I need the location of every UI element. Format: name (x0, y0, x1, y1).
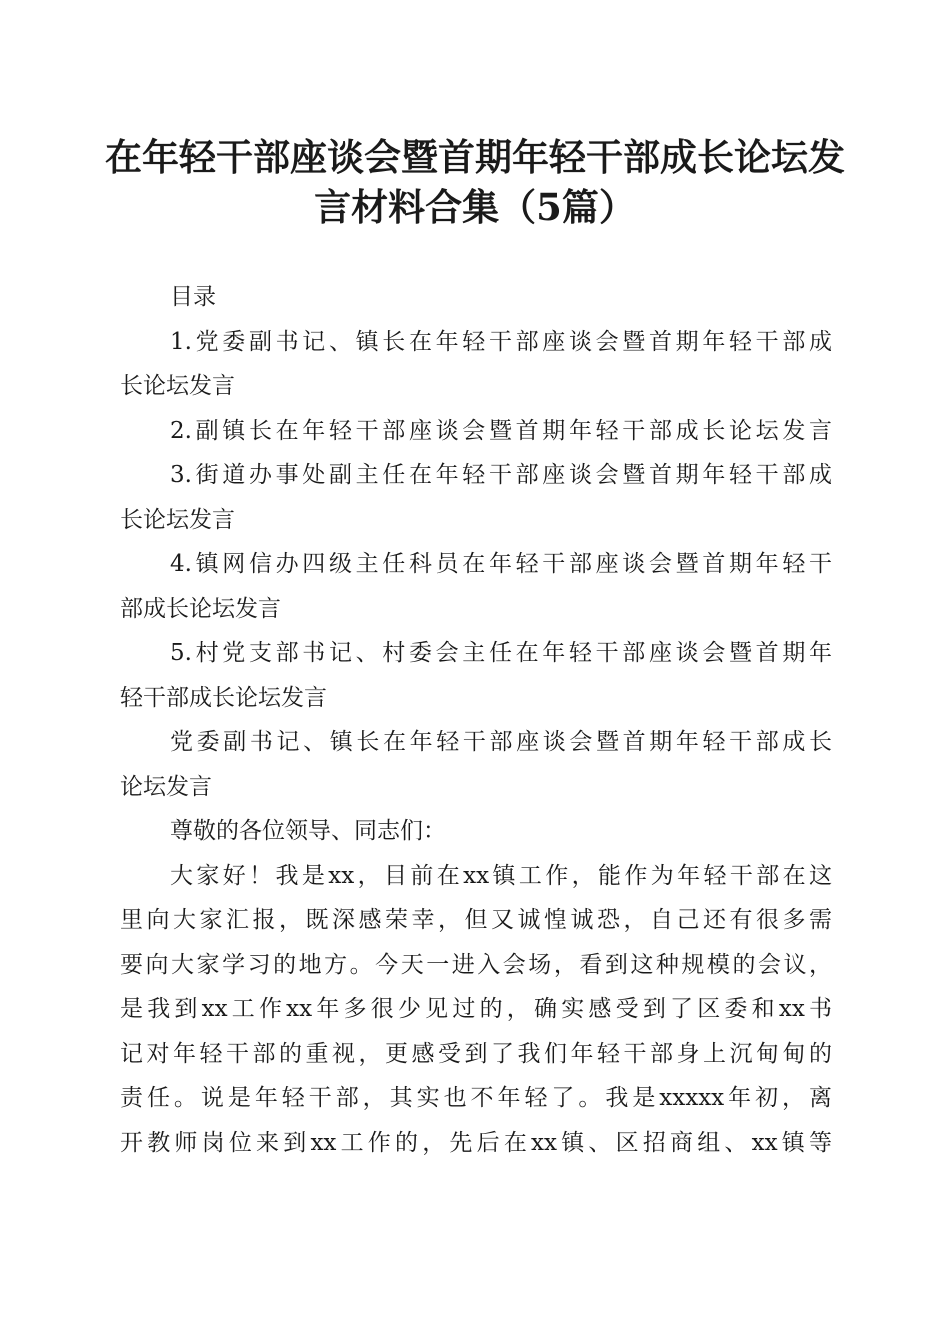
body-line: 长论坛发言 (120, 373, 235, 399)
body-line: 部成长论坛发言 (120, 595, 281, 622)
body-line: 3.街道办事处副主任在年轻干部座谈会暨首期年轻干部成 (170, 462, 832, 488)
body-line: 目录 (170, 284, 216, 310)
body-line: 尊敬的各位领导、同志们： (170, 818, 446, 844)
body-line: 论坛发言 (120, 773, 212, 800)
body-line: 党委副书记、镇长在年轻干部座谈会暨首期年轻干部成长 (170, 729, 832, 755)
title-line-1: 在年轻干部座谈会暨首期年轻干部成长论坛发 (105, 135, 845, 179)
document-title (100, 132, 850, 232)
body-line: 责任。说是年轻干部，其实也不年轻了。我是xxxxx年初，离 (120, 1085, 832, 1111)
body-line: 是我到xx工作xx年多很少见过的，确实感受到了区委和xx书 (120, 996, 832, 1022)
body-line: 长论坛发言 (120, 506, 235, 533)
body-line: 5.村党支部书记、村委会主任在年轻干部座谈会暨首期年 (170, 640, 832, 666)
body-line: 要向大家学习的地方。今天一进入会场，看到这种规模的会议， (120, 951, 832, 978)
body-line: 里向大家汇报，既深感荣幸，但又诚惶诚恐，自己还有很多需 (120, 907, 832, 933)
body-line: 大家好！我是xx，目前在xx镇工作，能作为年轻干部在这 (170, 862, 832, 889)
body-line: 4.镇网信办四级主任科员在年轻干部座谈会暨首期年轻干 (170, 551, 832, 577)
body-line: 轻干部成长论坛发言 (120, 684, 327, 711)
title-line-2: 言材料合集（5篇） (314, 185, 636, 229)
body-line: 开教师岗位来到xx工作的，先后在xx镇、区招商组、xx镇等 (120, 1129, 832, 1156)
body-line: 记对年轻干部的重视，更感受到了我们年轻干部身上沉甸甸的 (120, 1040, 832, 1067)
body-line: 1.党委副书记、镇长在年轻干部座谈会暨首期年轻干部成 (170, 328, 832, 355)
body-line: 2.副镇长在年轻干部座谈会暨首期年轻干部成长论坛发言 (170, 417, 832, 444)
document-body (120, 275, 832, 1165)
